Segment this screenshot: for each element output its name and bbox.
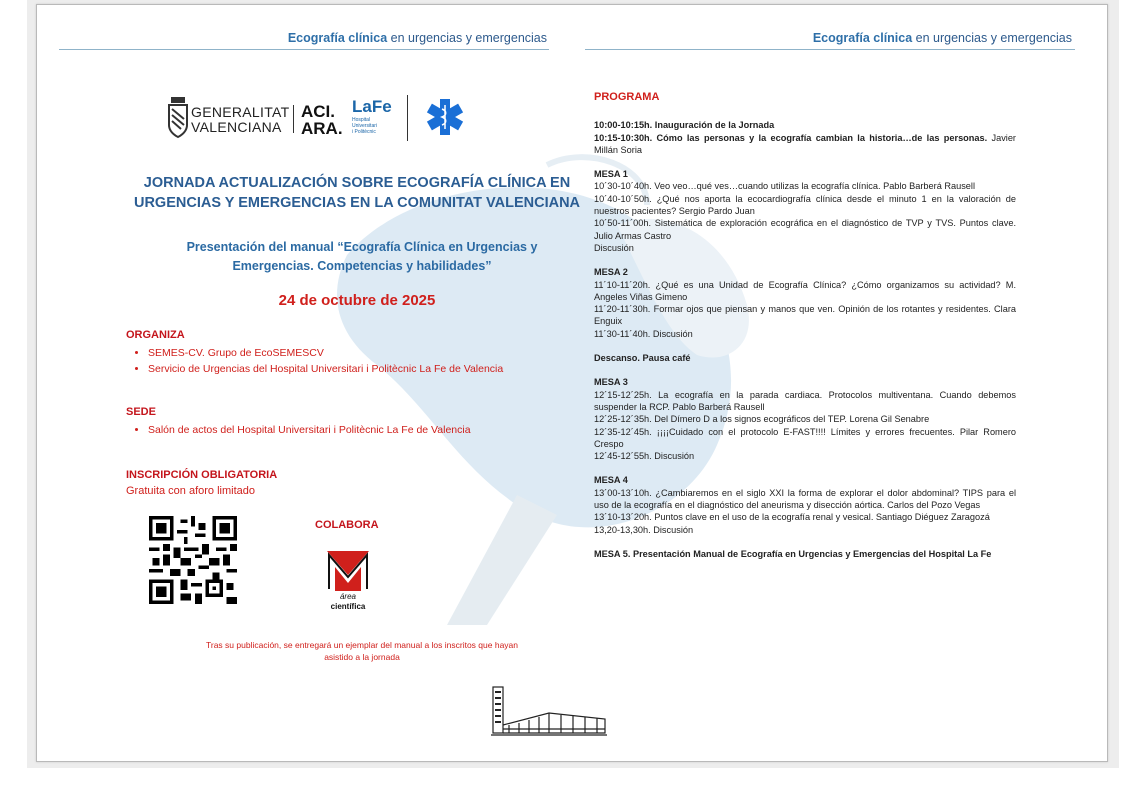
header-right: [792, 31, 1072, 45]
programa-heading: PROGRAMA: [594, 91, 660, 103]
header-right-bold: Ecografía clínica: [812, 31, 913, 45]
mesa4-item: 13,20-13,30h. Discusión: [594, 524, 694, 535]
generalitat-crest-icon: [167, 95, 189, 139]
mesa1-item: 10´50-11´00h. Sistemática de exploración ecográfica en el diagnóstico de TVP y TVS. Puntos clave. Julio Armas Castro: [594, 218, 1016, 241]
sede-heading: SEDE: [126, 406, 156, 418]
logo-divider-1: [293, 105, 294, 133]
lafe-small-2: Universitari: [352, 123, 378, 129]
inscripcion-text: Gratuita con aforo limitado: [126, 485, 256, 497]
inscripcion-heading: INSCRIPCIÓN OBLIGATORIA: [126, 469, 278, 481]
subtitle-line-1: Presentación del manual “Ecografía Clínica en Urgencias y: [186, 240, 538, 254]
mesa2-item: 11´20-11´30h. Formar ojos que piensan y manos que ven. Opinión de los rotantes y residentes. Clara Enguix: [594, 304, 1016, 327]
mesa4-item: 13´10-13´20h. Puntos clave en el uso de la ecografía renal y vesical. Santiago Diéguez Zaragozá: [594, 512, 990, 523]
opening-line: 10:00-10:15h. Inauguración de la Jornada: [594, 120, 775, 131]
lafe-small-1: Hospital: [352, 117, 371, 123]
mesa1-heading: MESA 1: [594, 169, 628, 180]
mesa2-item: 11´10-11´20h. ¿Qué es una Unidad de Ecografía Clínica? ¿Cómo organizamos su actividad? M. Angeles Viñas Gimeno: [594, 279, 1016, 302]
mesa3-item: 12´45-12´55h. Discusión: [594, 451, 695, 462]
mesa3-item: 12´35-12´45h. ¡¡¡¡Cuidado con el protocolo E-FAST!!!! Límites y errores frecuentes. Pilar Romero Crespo: [594, 426, 1016, 449]
colabora-heading: COLABORA: [315, 519, 379, 531]
header-left: [267, 31, 547, 45]
mesa2-heading: MESA 2: [594, 267, 628, 278]
opening-talk: [594, 132, 1016, 157]
organiza-heading: ORGANIZA: [126, 329, 185, 341]
logo-divider-2: [407, 95, 408, 141]
logo-letter: M: [346, 567, 350, 572]
sede-list: [126, 423, 548, 439]
aci-ara-logo: [301, 103, 343, 137]
organiza-item: • Servicio de Urgencias del Hospital Universitari i Politècnic La Fe de Valencia: [148, 362, 528, 376]
cientifica-word: científica: [330, 602, 366, 611]
header-right-rule: [585, 49, 1075, 50]
aci-text: ACI.: [301, 102, 335, 121]
area-word: área: [339, 592, 357, 601]
organiza-item: • SEMES-CV. Grupo de EcoSEMESCV: [148, 346, 528, 360]
mesa3-item: 12´15-12´25h. La ecografía en la parada cardiaca. Protocolos multiventana. Cuando debemos suspender la RCP. Pablo Barberá Rausell: [594, 389, 1016, 412]
footnote: [147, 639, 577, 663]
lafe-logo: [352, 97, 392, 135]
event-date: 24 de octubre de 2025: [278, 292, 436, 309]
hospital-building-icon: [489, 685, 609, 737]
page-title: [87, 173, 627, 213]
title-line-2: URGENCIAS Y EMERGENCIAS EN LA COMUNITAT VALENCIANA: [133, 195, 581, 211]
header-left-rule: [59, 49, 549, 50]
document-page: [36, 4, 1108, 762]
descanso: Descanso. Pausa café: [594, 353, 691, 364]
mesa1-item: 10´30-10´40h. Veo veo…qué ves…cuando utilizas la ecografía clínica. Pablo Barberá Rausell: [594, 181, 975, 192]
generalitat-line2: VALENCIANA: [191, 119, 282, 135]
mesa3-item: 12´25-12´35h. Del Dímero D a los signos ecográficos del TEP. Lorena Gil Senabre: [594, 414, 930, 425]
header-right-rest: en urgencias y emergencias: [912, 31, 1072, 45]
mesa2-item: 11´30-11´40h. Discusión: [594, 328, 693, 339]
mesa5-heading: MESA 5. Presentación Manual de Ecografía en Urgencias y Emergencias del Hospital La Fe: [594, 548, 992, 559]
organiza-list: [126, 346, 528, 378]
footnote-line-2: asistido a la jornada: [324, 652, 400, 662]
ara-text: ARA.: [301, 119, 343, 138]
title-line-1: JORNADA ACTUALIZACIÓN SOBRE ECOGRAFÍA CLÍNICA EN: [143, 175, 571, 191]
subtitle: [142, 238, 582, 276]
lafe-small-3: i Politècnic: [352, 129, 376, 135]
lafe-text: LaFe: [352, 97, 392, 116]
subtitle-line-2: Emergencias. Competencias y habilidades”: [232, 259, 492, 273]
sede-item: • Salón de actos del Hospital Universitari i Politècnic La Fe de Valencia: [148, 423, 548, 437]
header-left-rest: en urgencias y emergencias: [387, 31, 547, 45]
mesa3-heading: MESA 3: [594, 377, 628, 388]
generalitat-text: [191, 105, 289, 135]
mesa1-item: Discusión: [594, 242, 634, 253]
header-left-bold: Ecografía clínica: [287, 31, 388, 45]
star-of-life-icon: [425, 97, 465, 137]
mesa4-heading: MESA 4: [594, 475, 628, 486]
footnote-line-1: Tras su publicación, se entregará un ejemplar del manual a los inscritos que hayan: [206, 640, 518, 650]
opening-talk-speaker: Javier Millán Soria: [594, 132, 1016, 155]
mesa4-item: 13´00-13´10h. ¿Cambiaremos en el siglo XXI la forma de explorar el dolor abdominal? TIPS para el uso de la ecografía en el diagnóstico del aneurisma y disección aórtica. Carlos del Pozo Vegas: [594, 487, 1016, 511]
programa-column: [594, 91, 1016, 560]
area-cientifica-logo: [323, 549, 373, 611]
opening-talk-title: 10:15-10:30h. Cómo las personas y la ecografía cambian la historia…de las personas.: [594, 132, 988, 143]
mesa1-item: 10´40-10´50h. ¿Qué nos aporta la ecocardiografía clínica desde el minuto 1 en la valoración de nuestros pacientes? Sergio Pardo Juan: [594, 193, 1016, 217]
generalitat-line1: GENERALITAT: [191, 104, 290, 120]
qr-code[interactable]: [149, 516, 237, 604]
